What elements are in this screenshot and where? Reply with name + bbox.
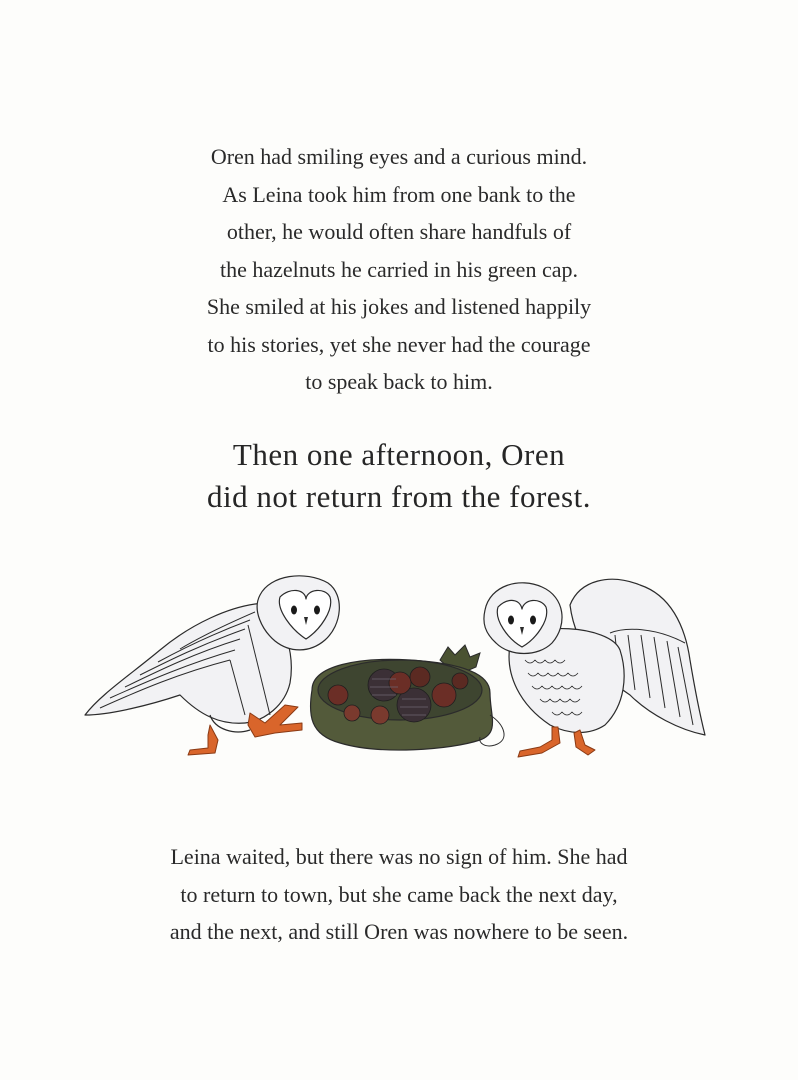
text-line: As Leina took him from one bank to the	[222, 181, 576, 207]
text-line: She smiled at his jokes and listened happily	[206, 294, 592, 319]
text-line: to return to town, but she came back the next day,	[180, 881, 618, 907]
text-line: other, he would often share handfuls of	[226, 219, 572, 244]
right-owl-eye	[508, 616, 514, 625]
text-line: to speak back to him.	[305, 369, 493, 394]
text-line: and the next, and still Oren was nowhere to be seen.	[169, 919, 629, 944]
text-line: Leina waited, but there was no sign of him. She had	[170, 844, 628, 869]
owls-illustration	[80, 565, 720, 785]
story-paragraph-1	[0, 138, 798, 401]
story-headline	[0, 434, 798, 518]
right-owl	[484, 579, 705, 757]
text-line: Oren had smiling eyes and a curious mind.	[210, 144, 588, 169]
left-owl-eye	[291, 606, 297, 615]
story-paragraph-2	[0, 838, 798, 951]
right-owl-eye	[530, 616, 536, 625]
green-cap	[310, 645, 504, 750]
left-owl-eye	[314, 606, 320, 615]
headline-line: did not return from the forest.	[207, 479, 591, 514]
headline-line: Then one afternoon, Oren	[232, 437, 566, 472]
text-line: the hazelnuts he carried in his green cap.	[220, 256, 578, 282]
left-owl	[85, 576, 339, 755]
text-line: to his stories, yet she never had the courage	[207, 331, 591, 357]
